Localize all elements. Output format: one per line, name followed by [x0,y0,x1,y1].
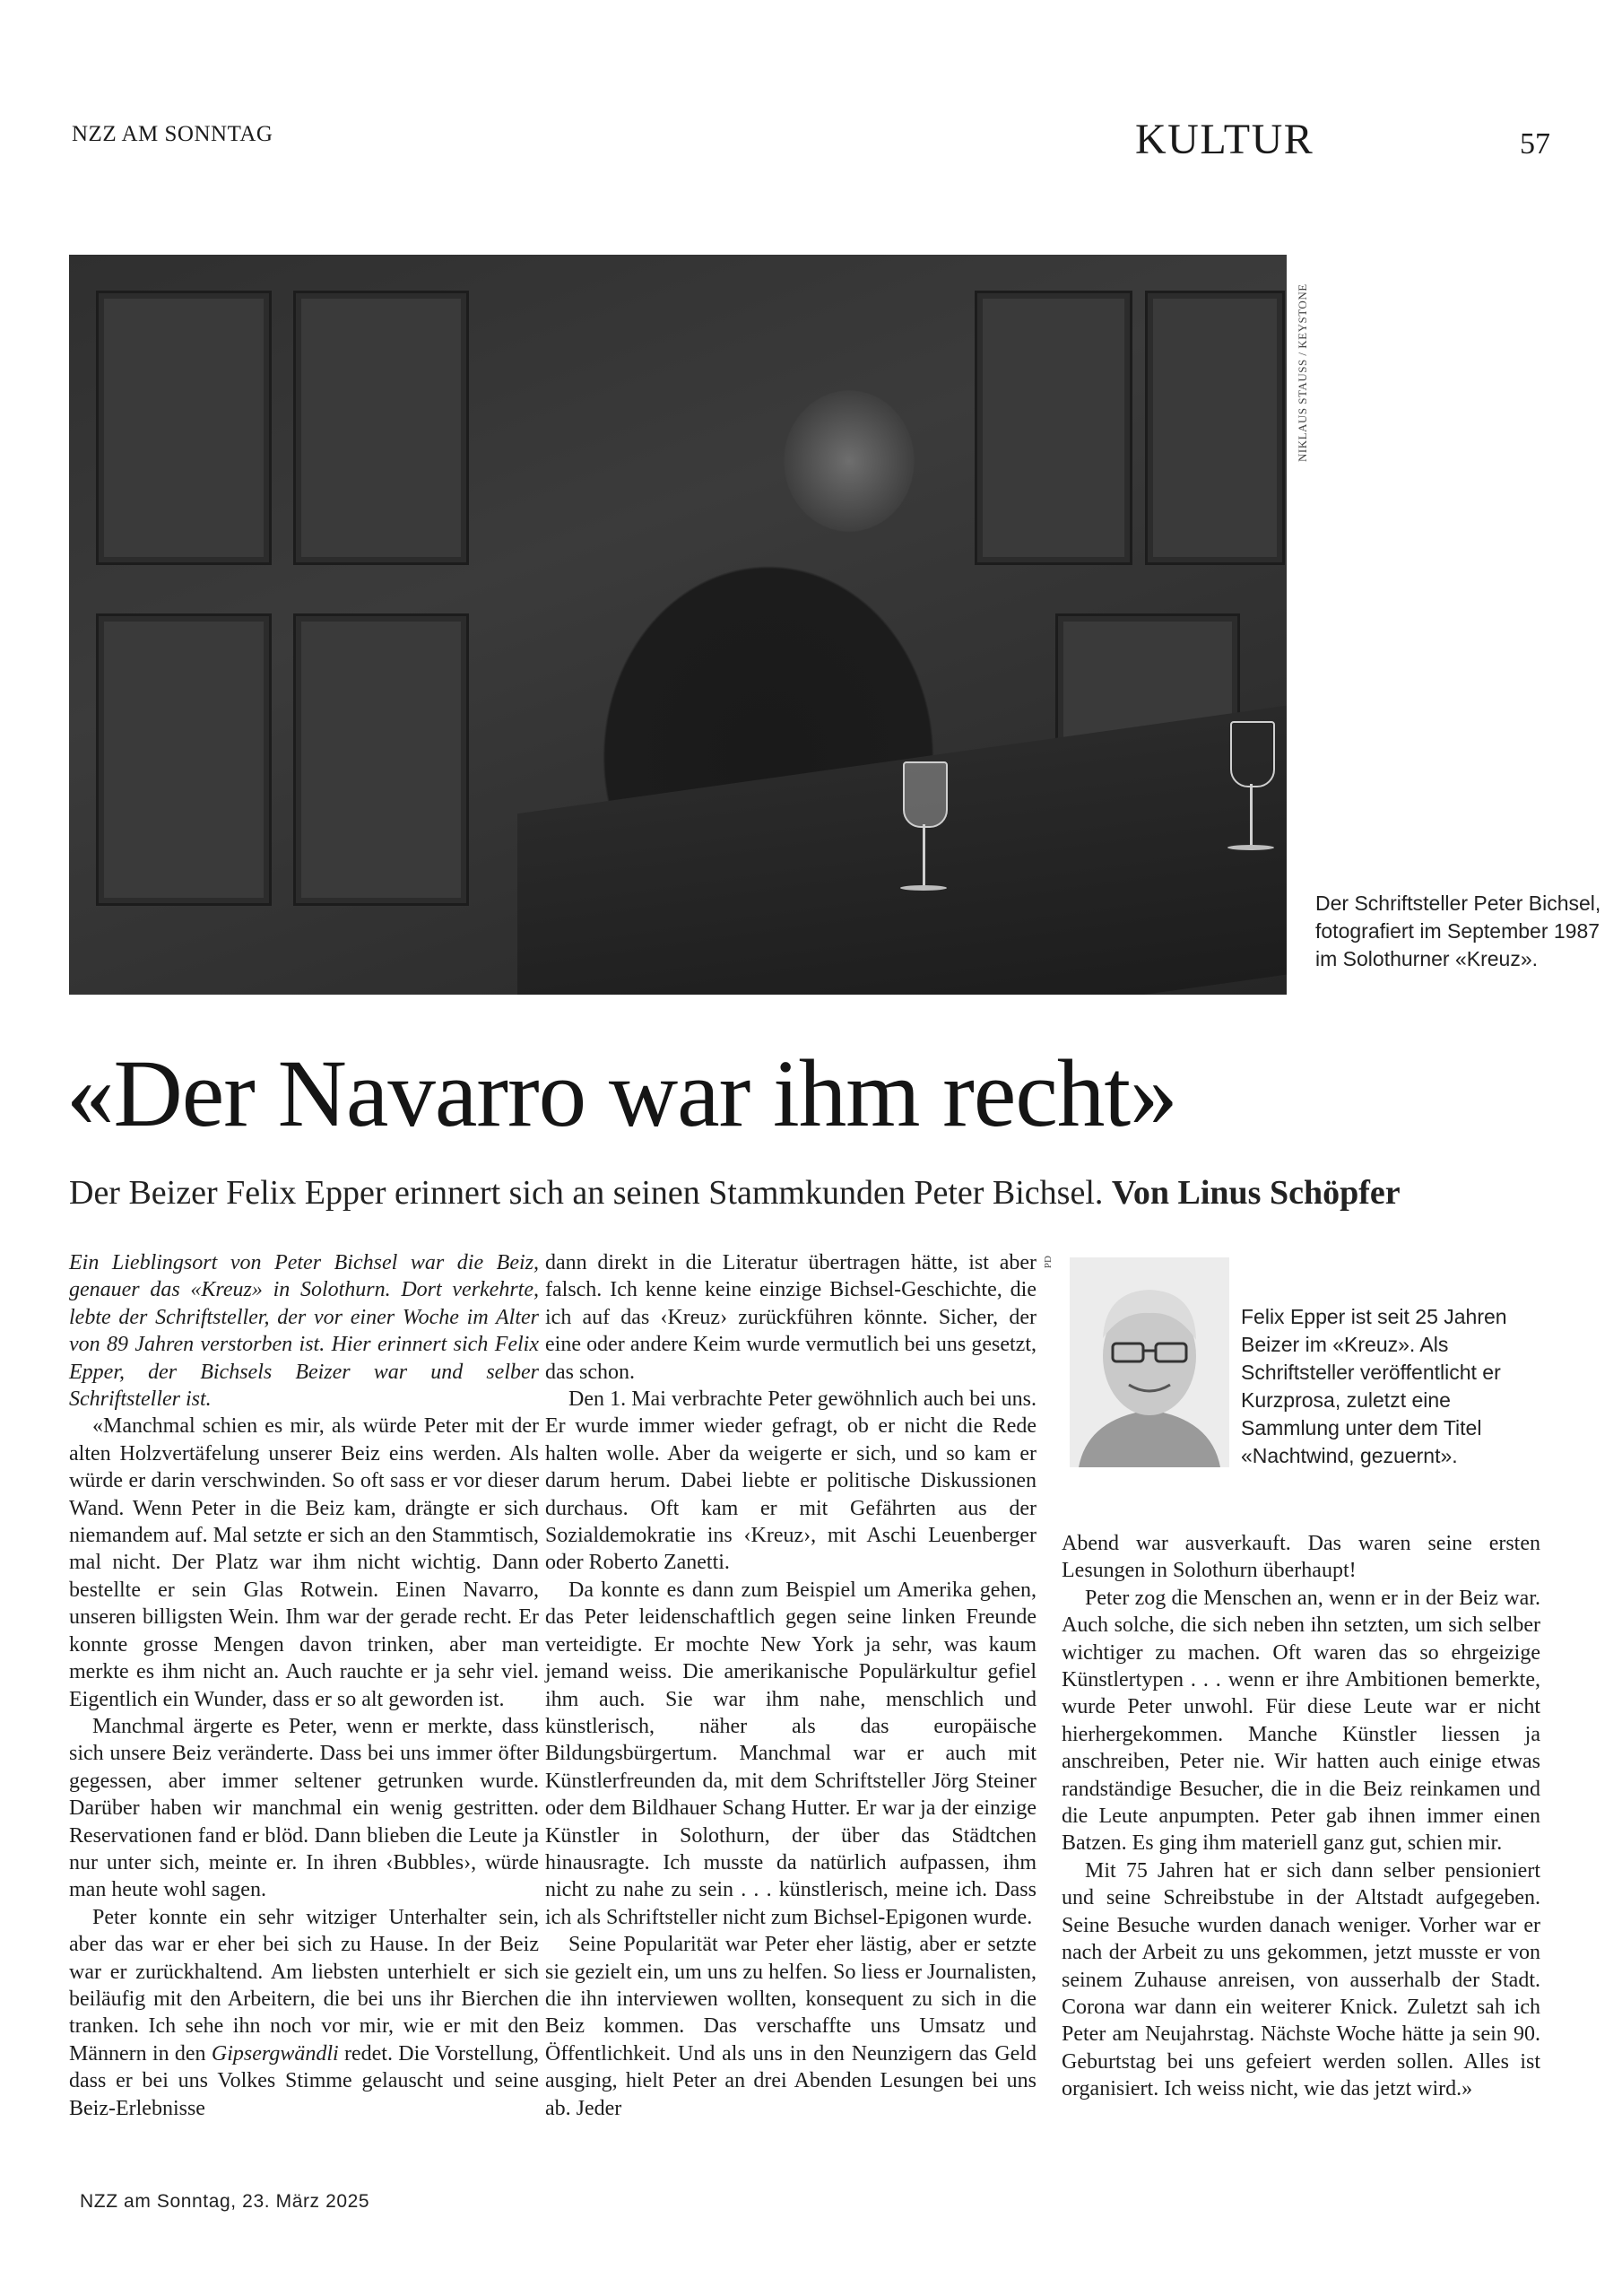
byline: Von Linus Schöpfer [1111,1174,1401,1212]
newspaper-name: NZZ AM SONNTAG [72,122,273,146]
portrait-photo [1070,1257,1229,1467]
footer-dateline: NZZ am Sonntag, 23. März 2025 [80,2191,370,2212]
body-paragraph: dann direkt in die Literatur übertragen hätte, ist aber falsch. Ich kenne keine einzige Bichsel-Geschichte, die ich auf das ‹Kreuz› zurückführen könnte. Sicher, der eine oder andere Keim wurde vermutlich bei uns gesetzt, das schon. [545,1251,1037,1384]
column-2 [545,1249,1037,2122]
subheadline [69,1171,1401,1214]
body-paragraph: Peter konnte ein sehr witziger Unterhalter sein, aber das war er eher bei sich zu Hause. In der Beiz war er zurückhaltend. Am liebsten unterhielt er sich beiläufig mit den Arbeitern, die bei uns ihr Bierchen tranken. Ich sehe ihn noch vor mir, wie er mit den Männern in den Gipsergwändli redet. Die Vorstellung, dass er bei uns Volkes Stimme gelauscht und seine Beiz-Erlebnisse [69,1905,539,2120]
body-paragraph: Da konnte es dann zum Beispiel um Amerika gehen, das Peter leidenschaftlich gegen seine linken Freunde verteidigte. Er mochte New York ja sehr, was kaum jemand weiss. Die amerikanische Populärkultur gefiel ihm auch. Sie war ihm nahe, menschlich und künstlerisch, näher als das europäische Bildungsbürgertum. Manchmal war er auch mit Künstlerfreunden da, mit dem Schriftsteller Jörg Steiner oder dem Bildhauer Schang Hutter. Er war ja der einzige Künstler in Solothurn, der über das Städtchen hinausragte. Ich musste da natürlich aufpassen, ihm nicht zu nahe zu sein . . . künstlerisch, meine ich. Dass ich als Schriftsteller nicht zum Bichsel-Epigonen wurde. [545,1578,1037,1929]
body-paragraph: Den 1. Mai verbrachte Peter gewöhnlich auch bei uns. Er wurde immer wieder gefragt, ob er nicht die Rede halten wolle. Aber da weigerte er sich, und so kam er darum herum. Dabei liebte er politische Diskussionen durchaus. Oft kam er mit Gefährten aus der Sozialdemokratie ins ‹Kreuz›, mit Aschi Leuenberger oder Roberto Zanetti. [545,1387,1037,1575]
subhead-text: Der Beizer Felix Epper erinnert sich an seinen Stammkunden Peter Bichsel. [69,1174,1104,1212]
portrait-credit: PD [1043,1256,1054,1269]
main-photo [69,255,1287,995]
body-paragraph: Manchmal ärgerte es Peter, wenn er merkte, dass sich unsere Beiz veränderte. Dass bei uns immer öfter gegessen, aber immer seltener getrunken wurde. Darüber haben wir manchmal ein wenig gestritten. Reservationen fand er blöd. Dann blieben die Leute ja nur unter sich, meinte er. In ihren ‹Bubbles›, würde man heute wohl sagen. [69,1714,539,1902]
photo-caption: Der Schriftsteller Peter Bichsel, fotografiert im September 1987 im Solothurner «Kreuz». [1315,891,1601,970]
page-number: 57 [1520,127,1550,161]
body-paragraph: Abend war ausverkauft. Das waren seine ersten Lesungen in Solothurn überhaupt! [1062,1532,1540,1583]
column-3 [1062,1530,1540,2103]
body-paragraph: «Manchmal schien es mir, als würde Peter mit der alten Holzvertäfelung unserer Beiz eins werden. Als würde er darin verschwinden. So oft sass er vor dieser Wand. Wenn Peter in die Beiz kam, drängte er sich niemandem auf. Mal setzte er sich an den Stammtisch, mal nicht. Der Platz war ihm nicht wichtig. Dann bestellte er sein Glas Rotwein. Einen Navarro, unseren billigsten Wein. Ihm war der gerade recht. Er konnte grosse Mengen davon trinken, aber man merkte es ihm nicht an. Auch rauchte er ja sehr viel. Eigentlich ein Wunder, dass er so alt geworden ist. [69,1414,539,1711]
body-paragraph: Seine Popularität war Peter eher lästig, aber er setzte sie gezielt ein, um uns zu helfen. So liess er Journalisten, die ihn interviewen wollten, konsequent zu sich in die Beiz kommen. Das verschaffte uns Umsatz und Öffentlichkeit. Und als uns in den Neunzigern das Geld ausging, hielt Peter an drei Abenden Lesungen bei uns ab. Jeder [545,1933,1037,2120]
portrait-caption: Felix Epper ist seit 25 Jahren Beizer im «Kreuz». Als Schriftsteller veröffentlicht er Kurzprosa, zuletzt eine Sammlung unter dem Titel «Nachtwind, gezuernt». [1241,1305,1507,1467]
photo-credit: NIKLAUS STAUSS / KEYSTONE [1296,283,1309,462]
section-title: KULTUR [1135,116,1314,163]
column-1 [69,1249,539,2122]
headline: «Der Navarro war ihm recht» [66,1041,1177,1147]
lead-paragraph: Ein Lieblingsort von Peter Bichsel war die Beiz, genauer das «Kreuz» in Solothurn. Dort verkehrte, lebte der Schriftsteller, der vor einer Woche im Alter von 89 Jahren verstorben ist. Hier erinnert sich Felix Epper, der Bichsels Beizer war und selber Schriftsteller ist. [69,1251,539,1412]
body-paragraph: Mit 75 Jahren hat er sich dann selber pensioniert und seine Schreibstube in der Altstadt aufgegeben. Seine Besuche wurden danach weniger. Vorher war er nach der Arbeit zu uns gekommen, jetzt musste er von seinem Zuhause anreisen, von ausserhalb der Stadt. Corona war dann ein weiterer Knick. Zuletzt sah ich Peter am Neujahrstag. Nächste Woche hätte ja sein 90. Geburtstag bei uns gefeiert werden sollen. Alles ist organisiert. Ich weiss nicht, wie das jetzt wird.» [1062,1858,1540,2101]
body-paragraph: Peter zog die Menschen an, wenn er in der Beiz war. Auch solche, die sich neben ihn setzten, um sich selber wichtiger zu machen. Oft waren das so ehrgeizige Künstlertypen . . . wenn er ihre Ambitionen bemerkte, wurde Peter unwohl. Für diese Leute war er nicht hierhergekommen. Manche Künstler liessen ja anschreiben, Peter nie. Wir hatten auch einige etwas randständige Besucher, die in die Beiz reinkamen und die Leute anpumpten. Peter gab ihnen immer einen Batzen. Es ging ihm materiell ganz gut, schien mir. [1062,1586,1540,1856]
